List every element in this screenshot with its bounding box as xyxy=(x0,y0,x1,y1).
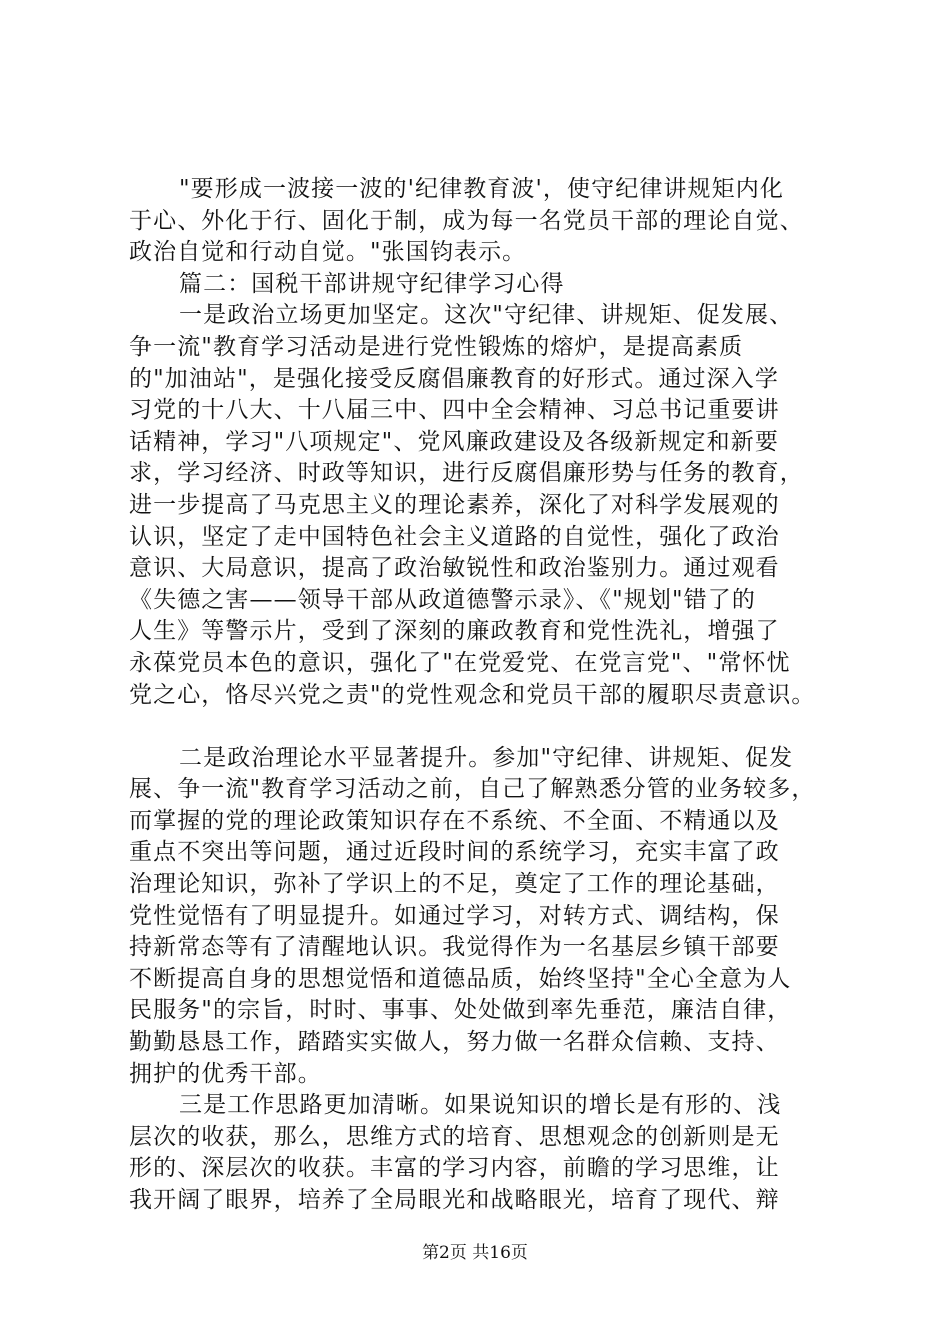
paragraph-work-ideas xyxy=(129,1090,829,1216)
page-number-footer: 第2页 共16页 xyxy=(422,1243,528,1263)
text-line: 政治自觉和行动自觉。"张国钧表示。 xyxy=(129,239,527,266)
paragraph-theory-level xyxy=(129,743,829,1091)
text-line: 二是政治理论水平显著提升。参加"守纪律、讲规矩、促发 xyxy=(179,744,794,771)
text-line: 意识、大局意识，提高了政治敏锐性和政治鉴别力。通过观看 xyxy=(129,555,780,582)
document-body xyxy=(129,174,829,1217)
text-line: 认识，坚定了走中国特色社会主义道路的自觉性，强化了政治 xyxy=(129,523,780,550)
text-line: 党之心，恪尽兴党之责"的党性观念和党员干部的履职尽责意识。 xyxy=(129,681,816,708)
text-line: 勤勤恳恳工作，踏踏实实做人，努力做一名群众信赖、支持、 xyxy=(129,1029,780,1056)
text-line: 习党的十八大、十八届三中、四中全会精神、习总书记重要讲 xyxy=(129,397,780,424)
section-heading xyxy=(129,269,829,301)
paragraph-gap xyxy=(129,711,829,743)
text-line: 不断提高自身的思想觉悟和道德品质，始终坚持"全心全意为人 xyxy=(129,965,792,992)
text-line: 拥护的优秀干部。 xyxy=(129,1060,322,1087)
text-line: 持新常态等有了清醒地认识。我觉得作为一名基层乡镇干部要 xyxy=(129,934,780,961)
text-line: 治理论知识，弥补了学识上的不足，奠定了工作的理论基础， xyxy=(129,871,780,898)
text-line: 层次的收获，那么，思维方式的培育、思想观念的创新则是无 xyxy=(129,1123,780,1150)
text-line: 一是政治立场更加坚定。这次"守纪律、讲规矩、促发展、 xyxy=(179,302,794,329)
text-line: 人生》等警示片，受到了深刻的廉政教育和党性洗礼，增强了 xyxy=(129,618,780,645)
text-line: 的"加油站"，是强化接受反腐倡廉教育的好形式。通过深入学 xyxy=(129,365,779,392)
text-line: 《失德之害——领导干部从政道德警示录》、《"规划"错了的 xyxy=(129,586,756,613)
text-line: 于心、外化于行、固化于制，成为每一名党员干部的理论自觉、 xyxy=(129,207,804,234)
text-line: 重点不突出等问题，通过近段时间的系统学习，充实丰富了政 xyxy=(129,839,780,866)
text-line: "要形成一波接一波的'纪律教育波'，使守纪律讲规矩内化 xyxy=(179,176,784,202)
text-line: 而掌握的党的理论政策知识存在不系统、不全面、不精通以及 xyxy=(129,807,780,834)
text-line: 进一步提高了马克思主义的理论素养，深化了对科学发展观的 xyxy=(129,491,780,518)
paragraph-quote xyxy=(129,174,829,269)
text-line: 三是工作思路更加清晰。如果说知识的增长是有形的、浅 xyxy=(179,1092,782,1119)
paragraph-political-stance xyxy=(129,300,829,711)
text-line: 展、争一流"教育学习活动之前，自己了解熟悉分管的业务较多， xyxy=(129,776,816,803)
text-line: 求，学习经济、时政等知识，进行反腐倡廉形势与任务的教育， xyxy=(129,460,804,487)
text-line: 话精神，学习"八项规定"、党风廉政建设及各级新规定和新要 xyxy=(129,428,779,455)
text-line: 永葆党员本色的意识，强化了"在党爱党、在党言党"、"常怀忧 xyxy=(129,649,791,676)
heading-line: 篇二：国税干部讲规守纪律学习心得 xyxy=(179,270,565,297)
text-line: 争一流"教育学习活动是进行党性锻炼的熔炉，是提高素质 xyxy=(129,333,744,360)
text-line: 我开阔了眼界，培养了全局眼光和战略眼光，培育了现代、辩 xyxy=(129,1187,780,1213)
text-line: 党性觉悟有了明显提升。如通过学习，对转方式、调结构，保 xyxy=(129,902,780,929)
text-line: 形的、深层次的收获。丰富的学习内容，前瞻的学习思维，让 xyxy=(129,1155,780,1182)
text-line: 民服务"的宗旨，时时、事事、处处做到率先垂范，廉洁自律， xyxy=(129,997,792,1024)
